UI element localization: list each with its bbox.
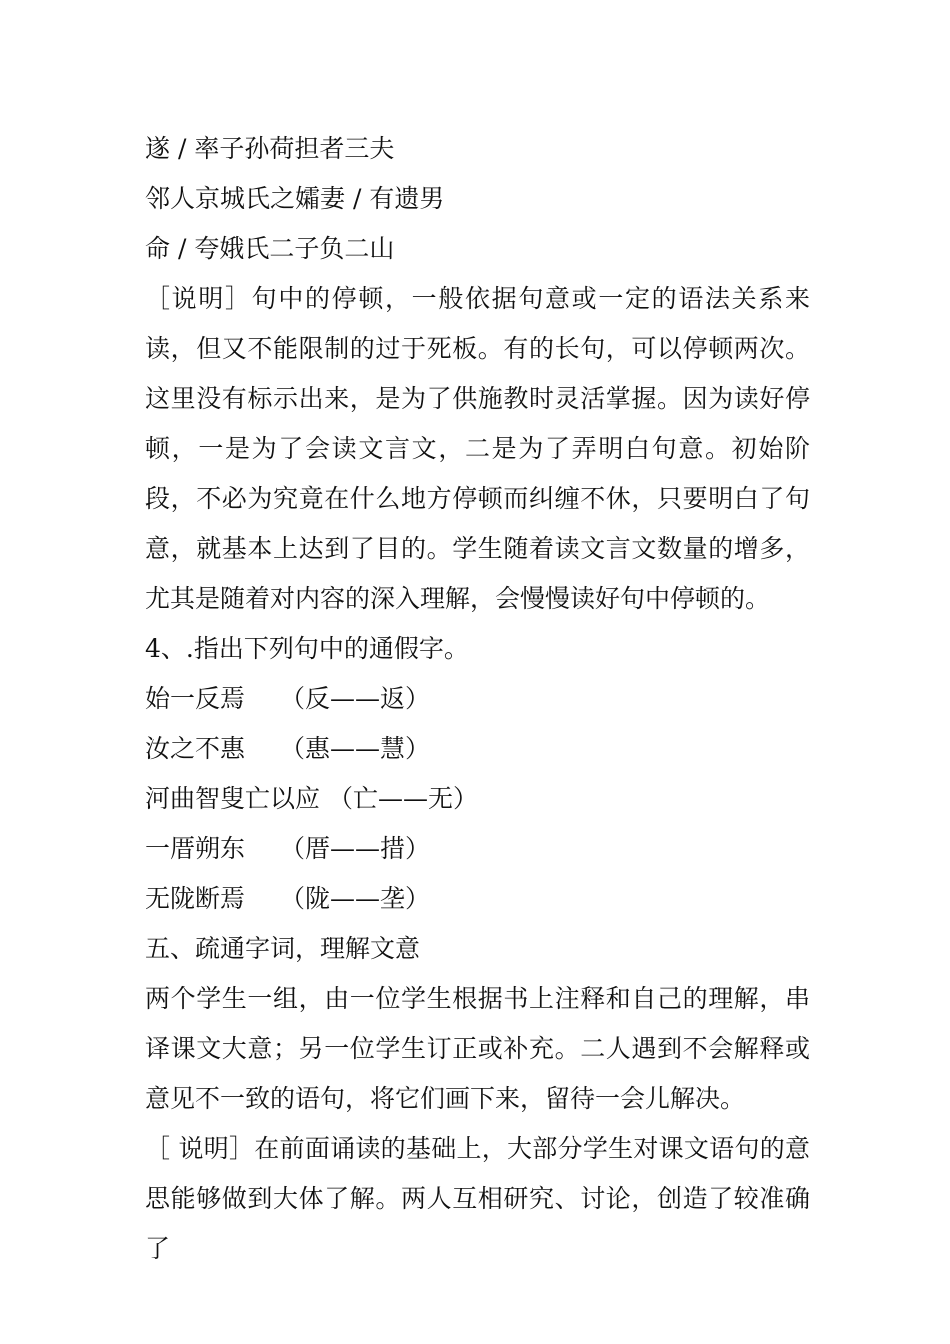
tongjia-item [145, 874, 810, 924]
page-content [145, 124, 810, 1274]
tongjia-phrase: 河曲智叟亡以应 [145, 784, 321, 813]
pause-line: 邻人京城氏之孀妻 / 有遗男 [145, 184, 445, 213]
section-4-title: 4、.指出下列句中的通假字。 [145, 634, 469, 663]
tongjia-item [145, 824, 810, 874]
tongjia-note: （亡——无） [328, 784, 479, 813]
tongjia-note: （反——返） [280, 684, 431, 713]
tongjia-phrase: 无陇断焉 [145, 884, 246, 913]
tongjia-note: （陇——垄） [280, 884, 431, 913]
tongjia-note: （惠——慧） [280, 734, 431, 763]
tongjia-phrase: 一厝朔东 [145, 834, 246, 863]
pause-line: 命 / 夸娥氏二子负二山 [145, 234, 395, 263]
tongjia-item [145, 774, 810, 824]
explanation-paragraph-2: ［ 说明］在前面诵读的基础上，大部分学生对课文语句的意思能够做到大体了解。两人互相研究、讨论，创造了较准确了 [145, 1134, 810, 1263]
tongjia-phrase: 汝之不惠 [145, 734, 246, 763]
tongjia-item [145, 724, 810, 774]
tongjia-note: （厝——措） [280, 834, 431, 863]
section-5-paragraph: 两个学生一组，由一位学生根据书上注释和自己的理解，串译课文大意；另一位学生订正或补充。二人遇到不会解释或意见不一致的语句，将它们画下来，留待一会儿解决。 [145, 984, 810, 1113]
tongjia-phrase: 始一反焉 [145, 684, 246, 713]
explanation-paragraph: ［说明］句中的停顿，一般依据句意或一定的语法关系来读，但又不能限制的过于死板。有的长句，可以停顿两次。这里没有标示出来，是为了供施教时灵活掌握。因为读好停顿，一是为了会读文言文，二是为了弄明白句意。初始阶段，不必为究竟在什么地方停顿而纠缠不休，只要明白了句意，就基本上达到了目的。学生随着读文言文数量的增多，尤其是随着对内容的深入理解，会慢慢读好句中停顿的。 [145, 284, 810, 613]
section-5-title: 五、疏通字词，理解文意 [145, 934, 421, 963]
pause-line: 遂 / 率子孙荷担者三夫 [145, 134, 395, 163]
tongjia-item [145, 674, 810, 724]
